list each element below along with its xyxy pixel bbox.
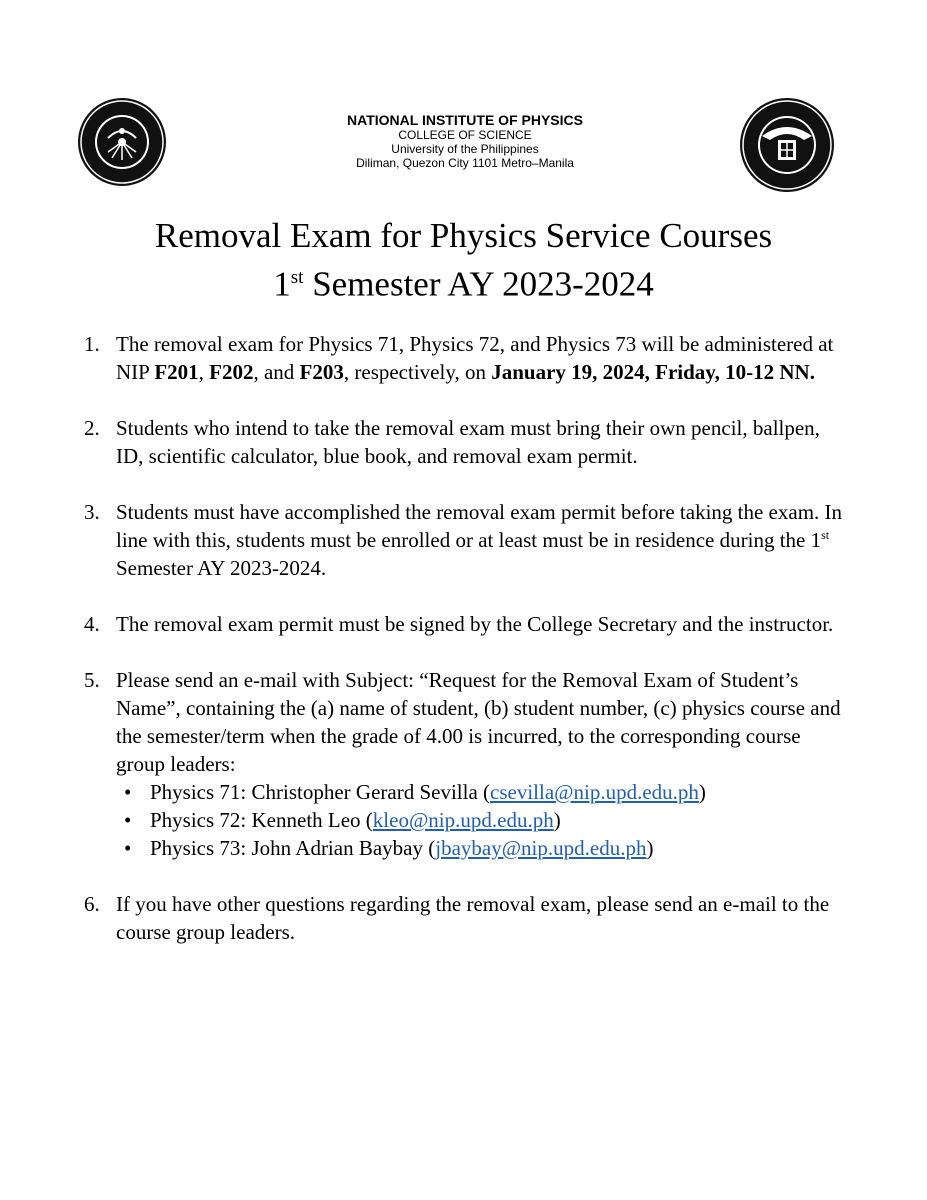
leader-label: Physics 71: Christopher Gerard Sevilla ( — [150, 780, 491, 804]
room-f201: F201 — [154, 360, 199, 384]
item-number: 2. — [84, 416, 100, 440]
item-number: 4. — [84, 612, 100, 636]
list-item — [84, 330, 844, 386]
list-item — [84, 498, 844, 582]
item-text: The removal exam for Physics 71, Physics 72, and Physics 73 will be administered at NIP — [116, 332, 834, 384]
email-link-jbaybay[interactable]: jbaybay@nip.upd.edu.ph — [435, 836, 647, 860]
group-leader-physics-71 — [116, 778, 844, 806]
bullet-icon: • — [124, 780, 132, 804]
ordinal-suffix: st — [821, 528, 830, 542]
nip-seal-icon — [78, 98, 166, 186]
item-text: Semester AY 2023-2024. — [116, 556, 327, 580]
leader-label: Physics 72: Kenneth Leo ( — [150, 808, 373, 832]
list-item — [84, 890, 844, 946]
leader-close: ) — [698, 780, 706, 804]
room-f202: F202 — [209, 360, 254, 384]
group-leader-physics-73 — [116, 834, 844, 862]
item-number: 6. — [84, 892, 100, 916]
address: Diliman, Quezon City 1101 Metro–Manila — [356, 156, 574, 170]
item-text: Students who intend to take the removal exam must bring their own pencil, ballpen, ID, scientific calculator, blue book, and removal exam permit. — [116, 416, 820, 468]
item-text: , — [198, 360, 210, 384]
room-f203: F203 — [299, 360, 344, 384]
list-item — [84, 666, 844, 862]
list-item — [84, 414, 844, 470]
title-ordinal: 1 — [273, 264, 291, 304]
page-title — [60, 215, 867, 306]
item-text: The removal exam permit must be signed by the College Secretary and the instructor. — [116, 612, 834, 636]
leader-close: ) — [553, 808, 561, 832]
college-name: COLLEGE OF SCIENCE — [398, 128, 532, 142]
leader-label: Physics 73: John Adrian Baybay ( — [150, 836, 436, 860]
letterhead — [250, 112, 680, 170]
university-name: University of the Philippines — [391, 142, 539, 156]
bullet-icon: • — [124, 836, 132, 860]
item-text: If you have other questions regarding the removal exam, please send an e-mail to the course group leaders. — [116, 892, 830, 944]
list-item — [84, 610, 844, 638]
exam-schedule: January 19, 2024, Friday, 10-12 NN. — [491, 360, 815, 384]
group-leader-physics-72 — [116, 806, 844, 834]
item-text: Students must have accomplished the removal exam permit before taking the exam. In line with this, students must be enrolled or at least must be in residence during the 1 — [116, 500, 843, 552]
title-line-1: Removal Exam for Physics Service Courses — [154, 216, 773, 255]
item-text: Please send an e-mail with Subject: “Request for the Removal Exam of Student’s Name”, containing the (a) name of student, (b) student number, (c) physics course and the semester/term when the grade of 4.00 is incurred, to the corresponding course group leaders: — [116, 668, 841, 776]
item-number: 3. — [84, 500, 100, 524]
title-semester: Semester AY 2023-2024 — [303, 264, 654, 304]
group-leaders-list — [116, 778, 844, 862]
item-number: 5. — [84, 668, 100, 692]
leader-close: ) — [646, 836, 654, 860]
item-text: , respectively, on — [343, 360, 492, 384]
title-ordinal-suffix: st — [290, 267, 304, 288]
bullet-icon: • — [124, 808, 132, 832]
institute-name: NATIONAL INSTITUTE OF PHYSICS — [347, 112, 583, 128]
instruction-list — [84, 330, 844, 974]
email-link-kleo[interactable]: kleo@nip.upd.edu.ph — [372, 808, 554, 832]
item-number: 1. — [84, 332, 100, 356]
up-seal-icon — [740, 98, 834, 192]
email-link-csevilla[interactable]: csevilla@nip.upd.edu.ph — [490, 780, 699, 804]
item-text: , and — [253, 360, 300, 384]
title-line-2 — [60, 257, 867, 306]
